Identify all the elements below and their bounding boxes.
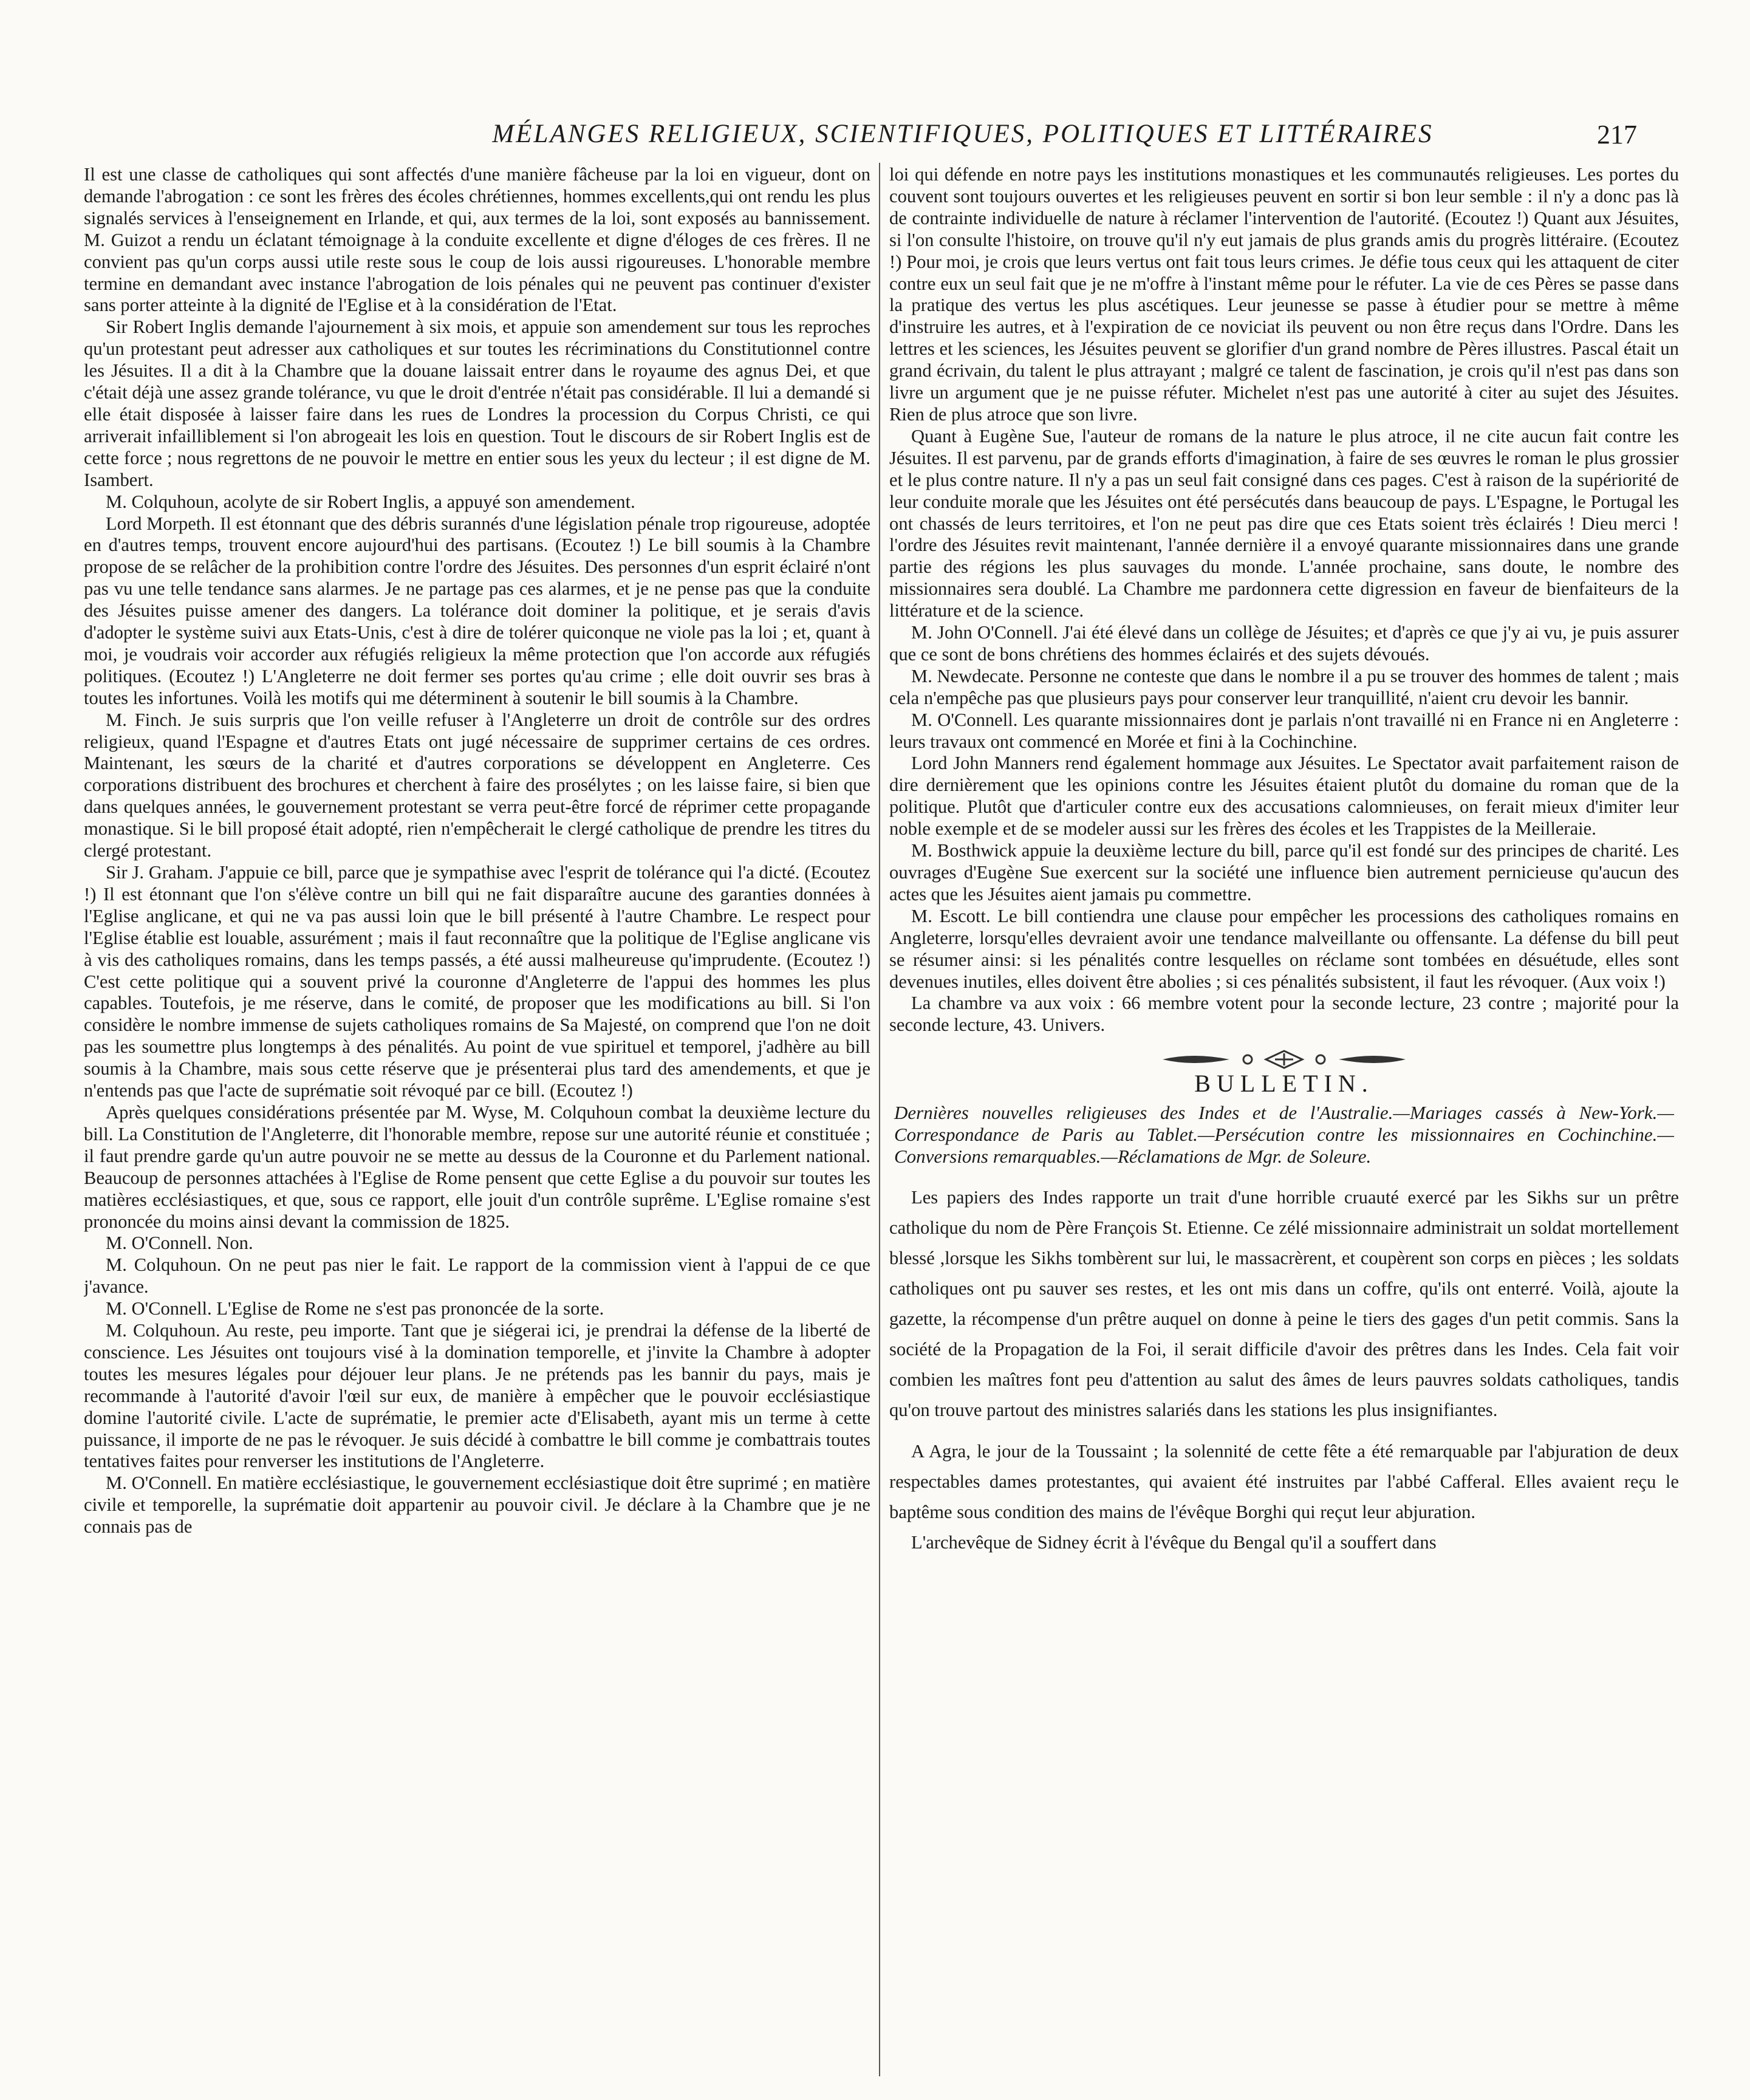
right-column: [889, 164, 1679, 2078]
left-column: [84, 164, 870, 2078]
paragraph: Lord Morpeth. Il est étonnant que des débris surannés d'une législation pénale trop rigoureuse, adoptée en d'autres temps, trouvent encore aujourd'hui des partisans. (Ecoutez !) Le bill soumis à la Chambre propose de se relâcher de la prohibition contre l'ordre des Jésuites. Des personnes d'un esprit éclairé n'ont pas vu une telle tendance sans alarmes. Je ne partage pas ces alarmes, et je ne pense pas que la conduite des Jésuites puisse amener des dangers. La tolérance doit dominer la politique, et je serais d'avis d'adopter le système suivi aux Etats-Unis, c'est à dire de tolérer quiconque ne viole pas la loi ; et, quant à moi, je voudrais voir accorder aux réfugiés religieux la même protection que l'on accorde aux réfugiés politiques. (Ecoutez !) L'Angleterre ne doit fermer ses portes qu'au crime ; elle doit ouvrir ses bras à toutes les infortunes. Voilà les motifs qui me déterminent à soutenir le bill soumis à la Chambre.: [84, 513, 870, 708]
paragraph: Sir Robert Inglis demande l'ajournement à six mois, et appuie son amendement sur tous les reproches qu'un protestant peut adresser aux catholiques et sur toutes les récriminations du Constitutionnel contre les Jésuites. Il a dit à la Chambre que la douane laissait entrer dans le royaume des agnus Dei, et que c'était déjà une assez grande tolérance, vu que le droit d'entrée n'était pas considérable. Il lui a demandé si elle était disposée à laisser faire dans les rues de Londres la procession du Corpus Christi, ce qui arriverait infailliblement si l'on abrogeait les lois en question. Tout le discours de sir Robert Inglis est de cette force ; nous regrettons de ne pouvoir le mettre en entier sous les yeux du lecteur ; il est digne de M. Isambert.: [84, 316, 870, 490]
column-divider: [879, 163, 880, 2076]
paragraph: M. O'Connell. L'Eglise de Rome ne s'est pas prononcée de la sorte.: [106, 1298, 604, 1319]
page-header: [331, 119, 1637, 162]
paragraph: Après quelques considérations présentée par M. Wyse, M. Colquhoun combat la deuxième lecture du bill. La Constitution de l'Angleterre, dit l'honorable membre, repose sur une autorité réunie et constituée ; il faut prendre garde qu'un autre pouvoir ne se mette au dessus de la Couronne et du Parlement national. Beaucoup de personnes attachées à l'Eglise de Rome pensent que cette Eglise a du pouvoir sur toutes les matières ecclésiastiques, et que, sous ce rapport, elle jouit d'un contrôle suprême. L'Eglise romaine s'est prononcée du moins ainsi devant la commission de 1825.: [84, 1101, 870, 1232]
paragraph: M. Escott. Le bill contiendra une clause pour empêcher les processions des catholiques romains en Angleterre, lorsqu'elles devraient avoir une tendance malveillante ou offensante. La défense du bill peut se résumer ainsi: si les pénalités contre lesquelles on réclame sont tombées en désuétude, elles sont devenues inutiles, elles doivent être abolies ; si ces pénalités subsistent, il faut les révoquer. (Aux voix !): [889, 905, 1679, 992]
paragraph: M. Colquhoun. Au reste, peu importe. Tant que je siégerai ici, je prendrai la défense de la liberté de conscience. Les Jésuites ont toujours visé à la domination temporelle, et j'invite la Chambre à adopter toutes les mesures légales pour déjouer leur plans. Je ne prétends pas les bannir du pays, mais je recommande à l'autorité d'avoir l'œil sur eux, de manière à empêcher que le pouvoir ecclésiastique domine l'autorité civile. L'acte de suprématie, le premier acte d'Elisabeth, ayant mis un terme à cette puissance, il importe de ne pas le révoquer. Je suis décidé à combattre le bill comme je combattrais toutes tentatives faites pour renverser les institutions de l'Angleterre.: [84, 1320, 870, 1472]
running-title: MÉLANGES RELIGIEUX, SCIENTIFIQUES, POLITIQUES ET LITTÉRAIRES: [492, 120, 1434, 148]
paragraph: M. Colquhoun, acolyte de sir Robert Inglis, a appuyé son amendement.: [106, 491, 635, 512]
paragraph: Les papiers des Indes rapporte un trait d'une horrible cruauté exercé par les Sikhs sur un prêtre catholique du nom de Père François St. Etienne. Ce zélé missionnaire administrait un soldat mortellement blessé ,lorsque les Sikhs tombèrent sur lui, le massacrèrent, et coupèrent son corps en pièces ; les soldats catholiques ont pu sauver ses restes, et les ont mis dans un coffre, qu'ils ont enterré. Voilà, ajoute la gazette, la récompense d'un prêtre auquel on donne à peine le tiers des gages d'un petit commis. Sans la société de la Propagation de la Foi, il serait difficile d'avoir des prêtres dans les Indes. Cela fait voir combien les maîtres font peu d'attention au salut des âmes de leurs pauvres soldats catholiques, tandis qu'on trouve partout des ministres salariés dans les stations les plus insignifiantes.: [889, 1187, 1679, 1421]
paragraph: Sir J. Graham. J'appuie ce bill, parce que je sympathise avec l'esprit de tolérance qui l'a dicté. (Ecoutez !) Il est étonnant que l'on s'élève contre un bill qui ne fait disparaître aucune des garanties données à l'Eglise anglicane, et qui ne va pas aussi loin que le bill présenté à l'autre Chambre. Le respect pour l'Eglise établie est louable, assurément ; mais il faut reconnaître que la politique de l'Eglise anglicane vis à vis des catholiques romains, dans les temps passés, a été aussi malheureuse qu'imprudente. (Ecoutez !) C'est cette politique qui a souvent privé la couronne d'Angleterre de l'appui des hommes les plus capables. Toutefois, je me réserve, dans le comité, de proposer que les modifications au bill. Si l'on considère le nombre immense de sujets catholiques romains de Sa Majesté, on comprend que l'on ne doit pas les soumettre plus longtemps à des pénalités. Au point de vue spirituel et temporel, j'adhère au bill soumis à la Chambre, mais sous cette réserve que je présenterai plus tard des amendements, et que je n'entends pas que l'acte de suprématie soit révoqué par ce bill. (Ecoutez !): [84, 862, 870, 1101]
paragraph: M. Finch. Je suis surpris que l'on veille refuser à l'Angleterre un droit de contrôle sur des ordres religieux, quand l'Espagne et d'autres Etats ont jugé nécessaire de supprimer certains de ces ordres. Maintenant, les sœurs de la charité et d'autres corporations se développent en Angleterre. Ces corporations distribuent des brochures et cherchent à faire des prosélytes ; on les laisse faire, si bien que dans quelques années, le gouvernement protestant se verra peut-être forcé de réprimer cette propagande monastique. Si le bill proposé était adopté, rien n'empêcherait le clergé catholique de prendre les titres du clergé protestant.: [84, 709, 870, 861]
paragraph: M. Bosthwick appuie la deuxième lecture du bill, parce qu'il est fondé sur des principes de charité. Les ouvrages d'Eugène Sue exercent sur la société une influence bien autrement pernicieuse qu'aucun des actes que les Jésuites aient jamais pu commettre.: [889, 840, 1679, 905]
paragraph: M. O'Connell. Les quarante missionnaires dont je parlais n'ont travaillé ni en France ni en Angleterre : leurs travaux ont commencé en Morée et fini à la Cochinchine.: [889, 709, 1679, 752]
paragraph: M. Newdecate. Personne ne conteste que dans le nombre il a pu se trouver des hommes de talent ; mais cela n'empêche pas que plusieurs pays pour conserver leur tranquillité, n'aient cru devoir les bannir.: [889, 665, 1679, 708]
paragraph: Il est une classe de catholiques qui sont affectés d'une manière fâcheuse par la loi en vigueur, dont on demande l'abrogation : ce sont les frères des écoles chrétiennes, hommes excellents,qui ont rendu les plus signalés services à l'enseignement en Irlande, et qui, aux termes de la loi, sont exposés au bannissement. M. Guizot a rendu un éclatant témoignage à la conduite excellente et digne d'éloges de ces frères. Il ne convient pas qu'un corps aussi utile reste sous le coup de lois aussi rigoureuses. L'honorable membre termine en demandant avec instance l'abrogation de lois pénales qui ne peuvent pas continuer d'exister sans porter atteinte à la dignité de l'Eglise et à la considération de l'Etat.: [84, 164, 870, 316]
paragraph: Quant à Eugène Sue, l'auteur de romans de la nature le plus atroce, il ne cite aucun fait contre les Jésuites. Il est parvenu, par de grands efforts d'imagination, à faire de ses œuvres le roman le plus grossier et le plus contre nature. Il n'y a pas un seul fait consigné dans ces pages. C'est à raison de la supériorité de leur conduite morale que les Jésuites ont été persécutés dans beaucoup de pays. L'Espagne, le Portugal les ont chassés de leurs territoires, et l'on ne peut pas dire que ces Etats soient très éclairés ! Dieu merci ! l'ordre des Jésuites revit maintenant, l'année dernière il a envoyé quarante missionnaires dans une grande partie des régions les plus sauvages du monde. L'année prochaine, sans doute, le nombre des missionnaires sera doublé. La Chambre me pardonnera cette digression en faveur de bienfaiteurs de la littérature et de la science.: [889, 425, 1679, 621]
paragraph: Lord John Manners rend également hommage aux Jésuites. Le Spectator avait parfaitement raison de dire dernièrement que les opinions contre les Jésuites étaient plutôt du domaine du roman que de la politique. Plutôt que d'articuler contre eux des accusations calomnieuses, on ferait mieux d'imiter leur noble exemple et de se modeler aussi sur les frères des écoles et les Trappistes de la Meilleraie.: [889, 753, 1679, 840]
paragraph: L'archevêque de Sidney écrit à l'évêque du Bengal qu'il a souffert dans: [911, 1532, 1437, 1553]
bulletin-summary: Dernières nouvelles religieuses des Indes et de l'Australie.—Mariages cassés à New-York.—Correspondance de Paris au Tablet.—Persécution contre les missionnaires en Cochinchine.—Conversions remarquables.—Réclamations de Mgr. de Soleure.: [894, 1102, 1674, 1168]
paragraph: A Agra, le jour de la Toussaint ; la solennité de cette fête a été remarquable par l'abjuration de deux respectables dames protestantes, qui avaient été instruites par l'abbé Cafferal. Elles avaient reçu le baptême sous condition des mains de l'évêque Borghi qui reçut leur abjuration.: [889, 1441, 1679, 1523]
paragraph: M. O'Connell. Non.: [106, 1233, 253, 1254]
paragraph: M. Colquhoun. On ne peut pas nier le fait. Le rapport de la commission vient à l'appui de ce que j'avance.: [84, 1254, 870, 1298]
page-number: 217: [1597, 120, 1637, 149]
paragraph: M. O'Connell. En matière ecclésiastique, le gouvernement ecclésiastique doit être suprimé ; en matière civile et temporelle, la suprématie doit appartenir au pouvoir civil. Je déclare à la Chambre que je ne connais pas de: [84, 1472, 870, 1537]
paragraph: M. John O'Connell. J'ai été élevé dans un collège de Jésuites; et d'après ce que j'y ai vu, je puis assurer que ce sont de bons chrétiens des hommes éclairés et des sujets dévoués.: [889, 622, 1679, 665]
paragraph: La chambre va aux voix : 66 membre votent pour la seconde lecture, 23 contre ; majorité pour la seconde lecture, 43. Univers.: [889, 993, 1679, 1036]
bulletin-title: BULLETIN.: [1194, 1070, 1374, 1098]
paragraph: loi qui défende en notre pays les institutions monastiques et les communautés religieuses. Les portes du couvent sont toujours ouvertes et les religieuses peuvent en sortir si bon leur semble : il n'y a donc pas là de contrainte individuelle de nature à réclamer l'intervention de l'autorité. (Ecoutez !) Quant aux Jésuites, si l'on consulte l'histoire, on trouve qu'il n'y eut jamais de plus grands amis du progrès littéraire. (Ecoutez !) Pour moi, je crois que leurs vertus ont fait tous leurs crimes. Je défie tous ceux qui les attaquent de citer contre eux un seul fait que je ne m'offre à l'instant même pour le réfuter. La vie de ces Pères se passe dans la pratique des vertus les plus ascétiques. Leur jeunesse se passe à étudier pour se mettre à même d'instruire les autres, et à l'expiration de ce noviciat ils peuvent ou non être reçus dans l'Ordre. Dans les lettres et les sciences, les Jésuites peuvent se glorifier d'un grand nombre de Pères illustres. Pascal était un grand écrivain, du talent le plus attrayant ; malgré ce talent de fascination, je crois qu'il n'est pas dans son livre un argument que je ne puisse réfuter. Michelet n'est pas une autorité à citer au sujet des Jésuites. Rien de plus atroce que son livre.: [889, 164, 1679, 425]
decorative-ornament-icon: [1157, 1050, 1412, 1069]
